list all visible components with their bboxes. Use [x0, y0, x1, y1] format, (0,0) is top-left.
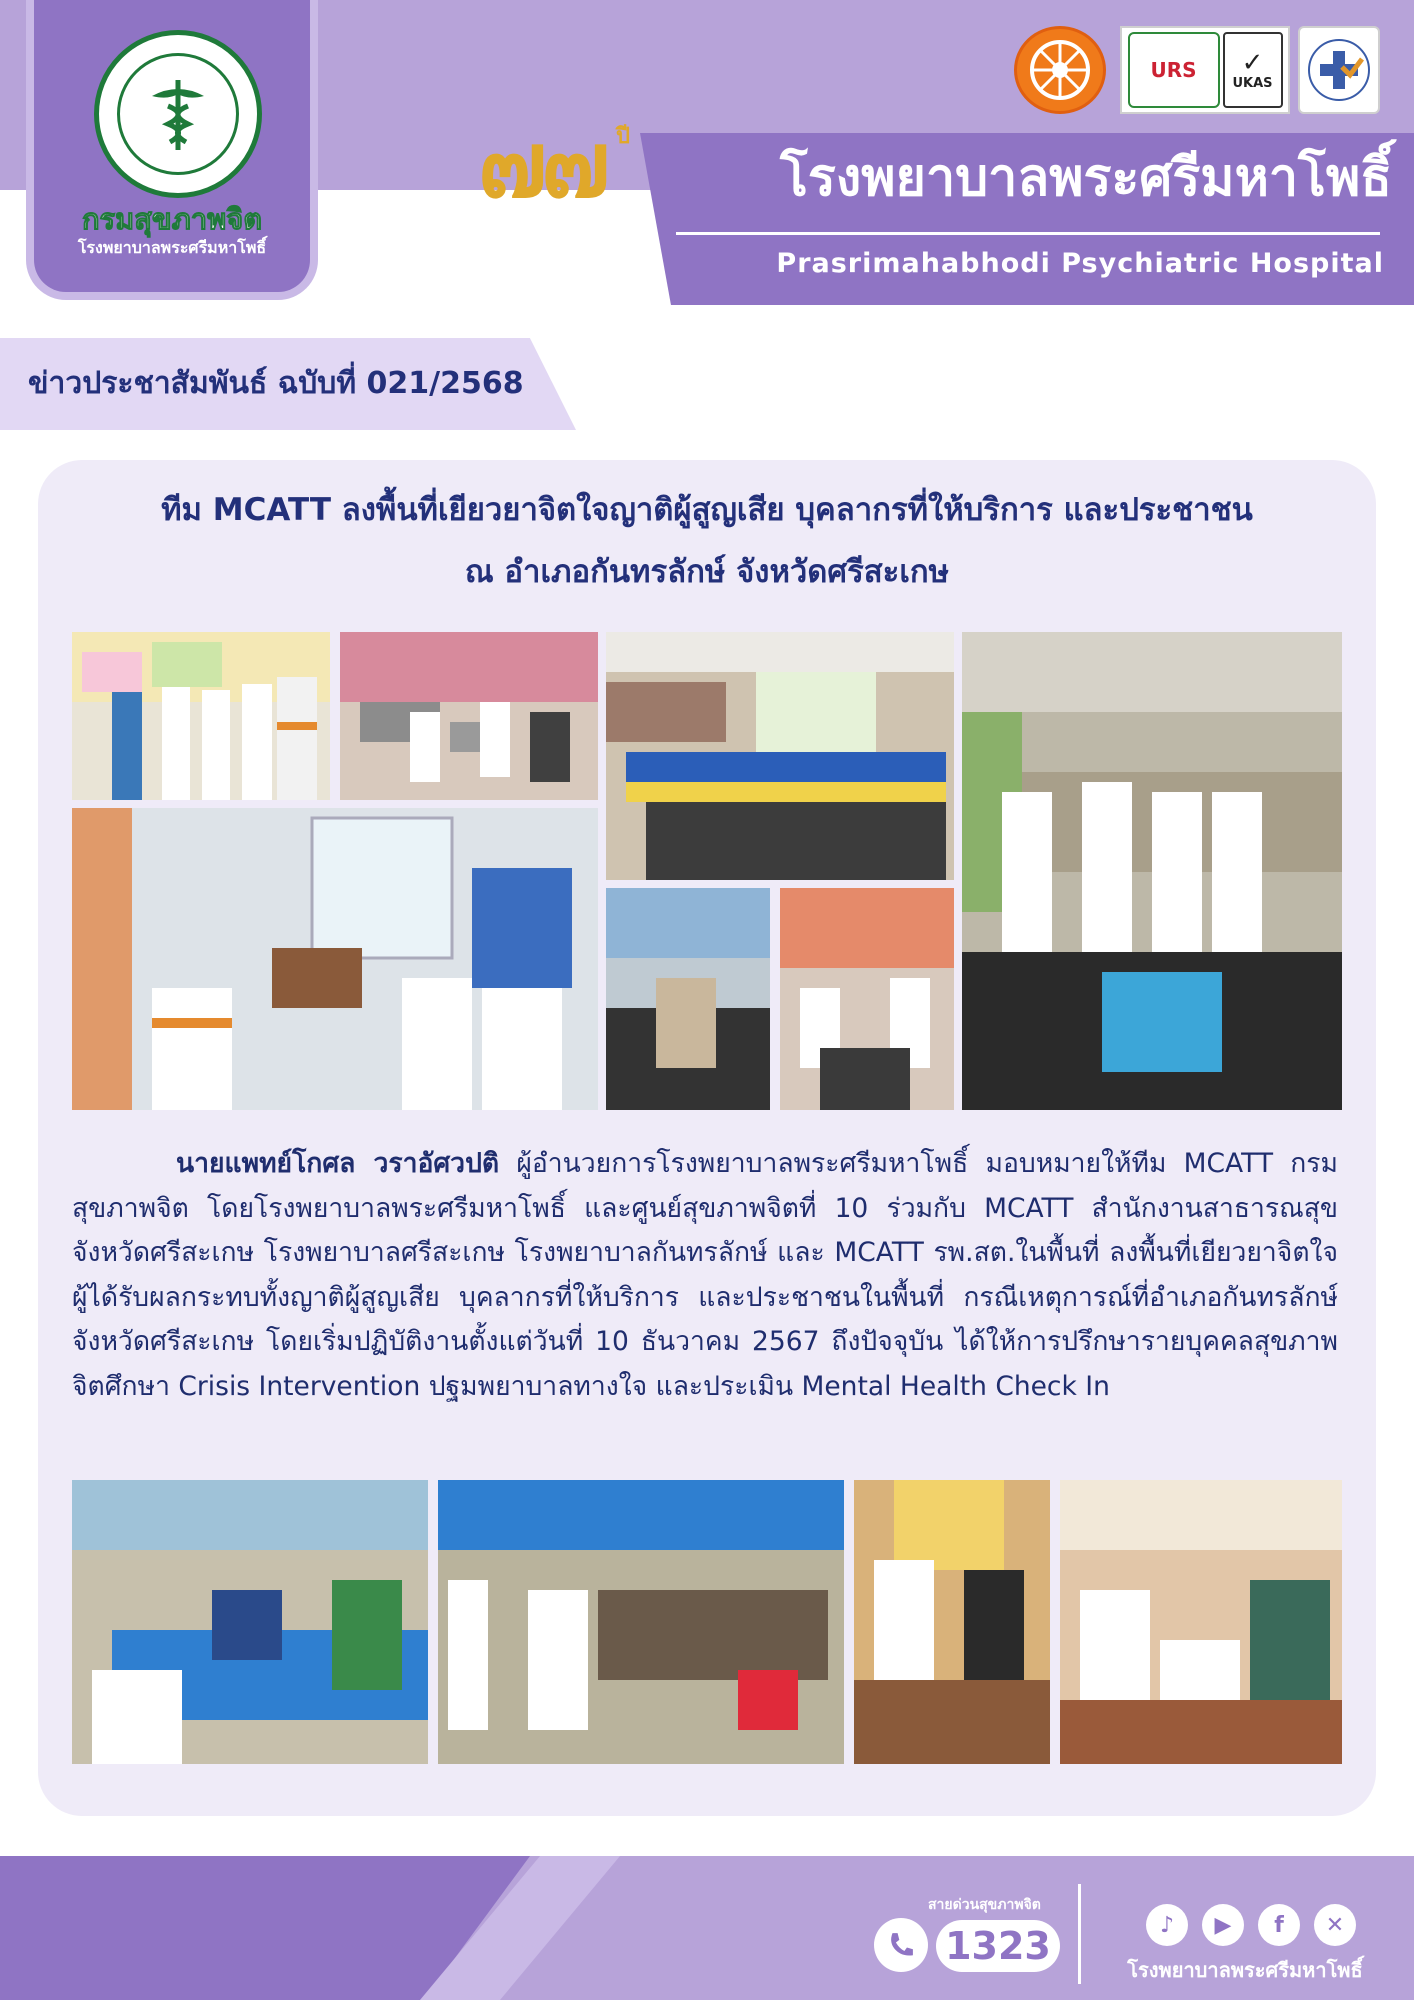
headline-line-2: ณ อำเภอกันทรลักษ์ จังหวัดศรีสะเกษ: [464, 554, 950, 590]
article-body: [72, 1142, 1338, 1409]
photo-team-briefing: [72, 632, 330, 800]
photo-outdoor-briefing: [962, 632, 1342, 1110]
photo-meeting-room: [340, 632, 598, 800]
anniversary-number: ๗๗: [478, 110, 605, 218]
issue-label: ข่าวประชาสัมพันธ์ ฉบับที่ 021/2568: [28, 366, 524, 401]
check-icon: ✓: [1241, 47, 1264, 78]
photo-counseling-room: [606, 888, 770, 1110]
photo-field-visit-table: [72, 1480, 428, 1764]
photo-home-visit: [854, 1480, 1050, 1764]
urs-text: URS: [1150, 58, 1197, 82]
phone-icon: [874, 1918, 928, 1972]
dharma-wheel-icon: [1014, 26, 1106, 114]
photo-office-session: [72, 808, 598, 1110]
photo-family-support: [1060, 1480, 1342, 1764]
hospital-name-thai: โรงพยาบาลพระศรีมหาโพธิ์: [779, 148, 1392, 208]
photo-group-counseling: [780, 888, 954, 1110]
headline-line-1: ทีม MCATT ลงพื้นที่เยียวยาจิตใจญาติผู้สูญเสีย บุคลากรที่ให้บริการ และประชาชน: [161, 492, 1253, 528]
ministry-seal: [94, 30, 262, 198]
footer-hospital-name: โรงพยาบาลพระศรีมหาโพธิ์: [1127, 1958, 1363, 1982]
hospital-accreditation-icon: [1298, 26, 1380, 114]
anniversary-suffix: ปี: [616, 124, 630, 149]
caduceus-icon: [117, 53, 239, 175]
ukas-icon: [1223, 32, 1283, 108]
department-logo-card: [26, 0, 318, 300]
hotline-label: สายด่วนสุขภาพจิต: [928, 1897, 1041, 1913]
photo-tent-gathering: [438, 1480, 844, 1764]
title-divider: [676, 232, 1380, 235]
x-icon[interactable]: ✕: [1314, 1904, 1356, 1946]
lead-person-name: นายแพทย์โกศล วราอัศวปติ: [176, 1148, 500, 1179]
department-name: กรมสุขภาพจิต: [81, 202, 263, 236]
hotline-number[interactable]: 1323: [936, 1920, 1060, 1972]
footer-divider: [1078, 1884, 1081, 1984]
article-body-text: ผู้อำนวยการโรงพยาบาลพระศรีมหาโพธิ์ มอบหมายให้ทีม MCATT กรมสุขภาพจิต โดยโรงพยาบาลพระศรีมหาโพธิ์ และศูนย์สุขภาพจิตที่ 10 ร่วมกับ MCATT สำนักงานสาธารณสุขจังหวัดศรีสะเกษ โรงพยาบาลศรีสะเกษ โรงพยาบาลกันทรลักษ์ และ MCATT รพ.สต.ในพื้นที่ ลงพื้นที่เยียวยาจิตใจผู้ได้รับผลกระทบทั้งญาติผู้สูญเสีย บุคลากรที่ให้บริการ และประชาชนในพื้นที่ กรณีเหตุการณ์ที่อำเภอกันทรลักษ์ จังหวัดศรีสะเกษ โดยเริ่มปฏิบัติงานตั้งแต่วันที่ 10 ธันวาคม 2567 ถึงปัจจุบัน ได้ให้การปรึกษารายบุคคลสุขภาพจิตศึกษา Crisis Intervention ปฐมพยาบาลทางใจ และประเมิน Mental Health Check In: [72, 1148, 1339, 1402]
ukas-text: UKAS: [1232, 75, 1273, 91]
department-hospital-name: โรงพยาบาลพระศรีมหาโพธิ์: [77, 238, 267, 257]
tiktok-icon[interactable]: ♪: [1146, 1904, 1188, 1946]
youtube-icon[interactable]: ▶: [1202, 1904, 1244, 1946]
social-links: [1146, 1904, 1356, 1946]
certification-badges: [1120, 26, 1290, 114]
photo-seminar-hall: [606, 632, 954, 880]
anniversary-emblem: [478, 110, 630, 248]
urs-iso-27001-icon: [1128, 32, 1220, 108]
hospital-name-english: Prasrimahabhodi Psychiatric Hospital: [776, 248, 1384, 279]
facebook-icon[interactable]: f: [1258, 1904, 1300, 1946]
